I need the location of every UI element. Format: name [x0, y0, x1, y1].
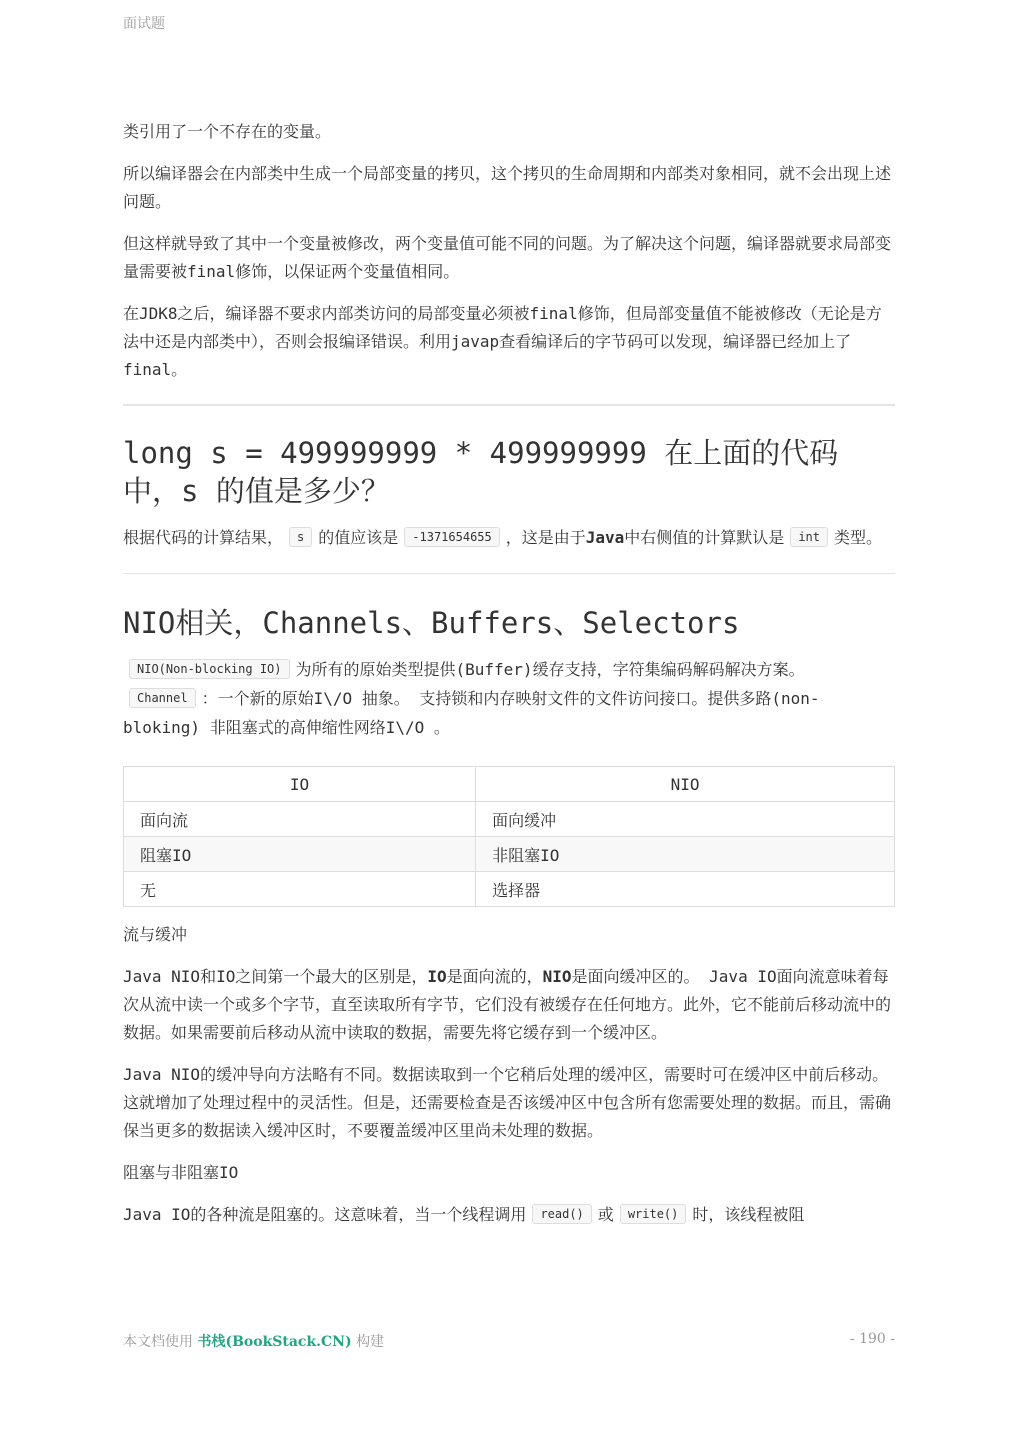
divider [123, 404, 895, 406]
text: 的值应该是 [318, 528, 399, 547]
text: Java IO的各种流是阻塞的。这意味着，当一个线程调用 [123, 1205, 527, 1224]
text: final [187, 262, 236, 281]
text: 或 [597, 1205, 614, 1224]
table-cell: 面向缓冲 [476, 802, 895, 837]
bold-text: NIO [542, 967, 572, 986]
text: 但这样就导致了其中一个变量被修改，两个变量值可能不同的问题。为了解决这个问题，编译器就要求局部变量需要被 [123, 234, 892, 281]
text: 根据代码的计算结果， [123, 528, 284, 547]
bold-text: Java [585, 528, 625, 547]
inline-code: -1371654655 [404, 527, 499, 547]
paragraph: 所以编译器会在内部类中生成一个局部变量的拷贝，这个拷贝的生命周期和内部类对象相同，就不会出现上述问题。 [123, 164, 892, 211]
page-footer [123, 1331, 895, 1351]
subsection-title: 流与缓冲 [123, 925, 188, 944]
footer-suffix: 构建 [356, 1334, 385, 1350]
section-heading: NIO相关，Channels、Buffers、Selectors [123, 606, 740, 640]
document-body [123, 118, 895, 1230]
inline-code: write() [620, 1204, 687, 1224]
section-heading: long s = 499999999 * 499999999 在上面的代码中，s 的值是多少？ [123, 436, 839, 508]
page-number: - 190 - [849, 1331, 895, 1347]
table-cell: 选择器 [476, 872, 895, 907]
inline-code: Channel [129, 688, 196, 708]
text: 时，该线程被阻 [692, 1205, 805, 1224]
table-header-cell: NIO [476, 767, 895, 802]
text: ，这是由于 [505, 528, 586, 547]
text: 是面向流的， [446, 967, 543, 986]
table-row [124, 837, 895, 872]
footer-prefix: 本文档使用 [123, 1334, 193, 1350]
page-header: 面试题 [123, 16, 165, 32]
paragraph [123, 656, 895, 742]
text: Java NIO和IO之间第一个最大的区别是， [123, 967, 428, 986]
inline-code: int [790, 527, 828, 547]
text: 中右侧值的计算默认是 [624, 528, 785, 547]
text: 修饰，以保证两个变量值相同。 [235, 262, 460, 281]
table-cell: 面向流 [124, 802, 476, 837]
comparison-table [123, 766, 895, 907]
paragraph [123, 1201, 895, 1230]
bookstack-link[interactable]: 书栈(BookStack.CN) [197, 1334, 352, 1350]
text: 是面向缓冲区的。 Java IO面向流意味着每次从流中读一个或多个字节，直至读取所有字节，它们没有被缓存在任何地方。此外，它不能前后移动流中的数据。如果需要前后移动从流中读取的数据，需要先将它缓存到一个缓冲区。 [123, 967, 892, 1042]
paragraph [123, 524, 895, 553]
text: ：一个新的原始I\/O 抽象。 支持锁和内存映射文件的文件访问接口。提供多路(non-bloking) 非阻塞式的高伸缩性网络I\/O 。 [123, 689, 820, 737]
paragraph: 在JDK8之后，编译器不要求内部类访问的局部变量必须被final修饰，但局部变量值不能被修改（无论是方法中还是内部类中），否则会报编译错误。利用javap查看编译后的字节码可以发现，编译器已经加上了final。 [123, 304, 882, 379]
table-cell: 阻塞IO [124, 837, 476, 872]
paragraph [123, 963, 895, 1047]
inline-code: s [289, 527, 312, 547]
bold-text: IO [427, 967, 447, 986]
paragraph [123, 230, 895, 286]
table-cell: 非阻塞IO [476, 837, 895, 872]
inline-code: read() [532, 1204, 591, 1224]
subsection-title: 阻塞与非阻塞IO [123, 1163, 239, 1182]
paragraph: 类引用了一个不存在的变量。 [123, 122, 332, 141]
divider [123, 573, 895, 574]
table-cell: 无 [124, 872, 476, 907]
paragraph: Java NIO的缓冲导向方法略有不同。数据读取到一个它稍后处理的缓冲区，需要时可在缓冲区中前后移动。这就增加了处理过程中的灵活性。但是，还需要检查是否该缓冲区中包含所有您需要处理的数据。而且，需确保当更多的数据读入缓冲区时，不要覆盖缓冲区里尚未处理的数据。 [123, 1065, 892, 1140]
table-row [124, 802, 895, 837]
table-row [124, 872, 895, 907]
text: 类型。 [834, 528, 883, 547]
text: 为所有的原始类型提供(Buffer)缓存支持，字符集编码解码解决方案。 [295, 660, 805, 679]
inline-code: NIO(Non-blocking IO) [129, 659, 290, 679]
table-header-cell: IO [124, 767, 476, 802]
